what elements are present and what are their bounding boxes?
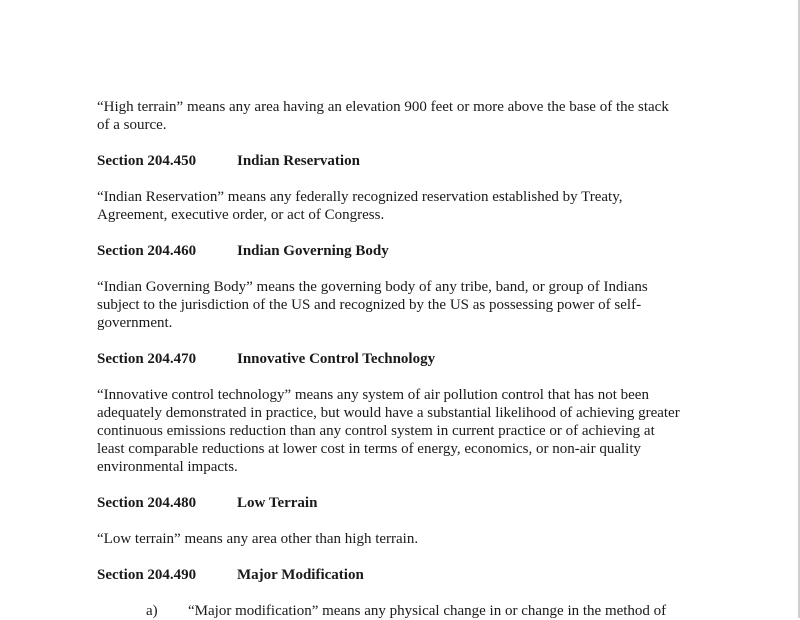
section-title: Indian Governing Body	[237, 243, 389, 259]
section-heading	[97, 494, 717, 512]
paragraph-line: Agreement, executive order, or act of Congress.	[97, 207, 385, 223]
paragraph-line: continuous emissions reduction than any control system in current practice or of achieving at	[97, 423, 655, 439]
section-title: Indian Reservation	[237, 153, 360, 169]
section-number: Section 204.460	[97, 243, 197, 259]
paragraph-line: “Low terrain” means any area other than high terrain.	[97, 531, 419, 547]
section-paragraph	[97, 530, 717, 548]
paragraph-line: “Indian Governing Body” means the governing body of any tribe, band, or group of Indians	[97, 279, 648, 295]
section-title: Innovative Control Technology	[237, 351, 436, 367]
paragraph-line: subject to the jurisdiction of the US and recognized by the US as possessing power of self-	[97, 297, 642, 313]
paragraph-line: “Indian Reservation” means any federally recognized reservation established by Treaty,	[97, 189, 623, 205]
section-number: Section 204.490	[97, 567, 197, 583]
paragraph-line: adequately demonstrated in practice, but would have a substantial likelihood of achieving greater	[97, 405, 680, 421]
list-item-label: a)	[146, 603, 158, 619]
section-paragraph	[97, 188, 717, 224]
intro-line: of a source.	[97, 117, 167, 133]
paragraph-line: “Innovative control technology” means any system of air pollution control that has not been	[97, 387, 649, 403]
paragraph-line: government.	[97, 315, 173, 331]
section-heading	[97, 242, 717, 260]
section-number: Section 204.470	[97, 351, 197, 367]
section-title: Low Terrain	[237, 495, 318, 511]
section-heading	[97, 350, 717, 368]
section-number: Section 204.450	[97, 153, 197, 169]
section-title: Major Modification	[237, 567, 364, 583]
section-paragraph	[97, 278, 717, 332]
intro-paragraph	[97, 98, 717, 134]
paragraph-line: least comparable reductions at lower cost in terms of energy, economics, or non-air quality	[97, 441, 641, 457]
intro-line: “High terrain” means any area having an elevation 900 feet or more above the base of the stack	[97, 99, 669, 115]
paragraph-line: environmental impacts.	[97, 459, 238, 475]
section-heading	[97, 566, 717, 584]
section-number: Section 204.480	[97, 495, 197, 511]
section-heading	[97, 152, 717, 170]
list-item-text: “Major modification” means any physical change in or change in the method of	[188, 603, 667, 619]
section-paragraph	[97, 386, 717, 476]
list-item	[146, 602, 666, 620]
